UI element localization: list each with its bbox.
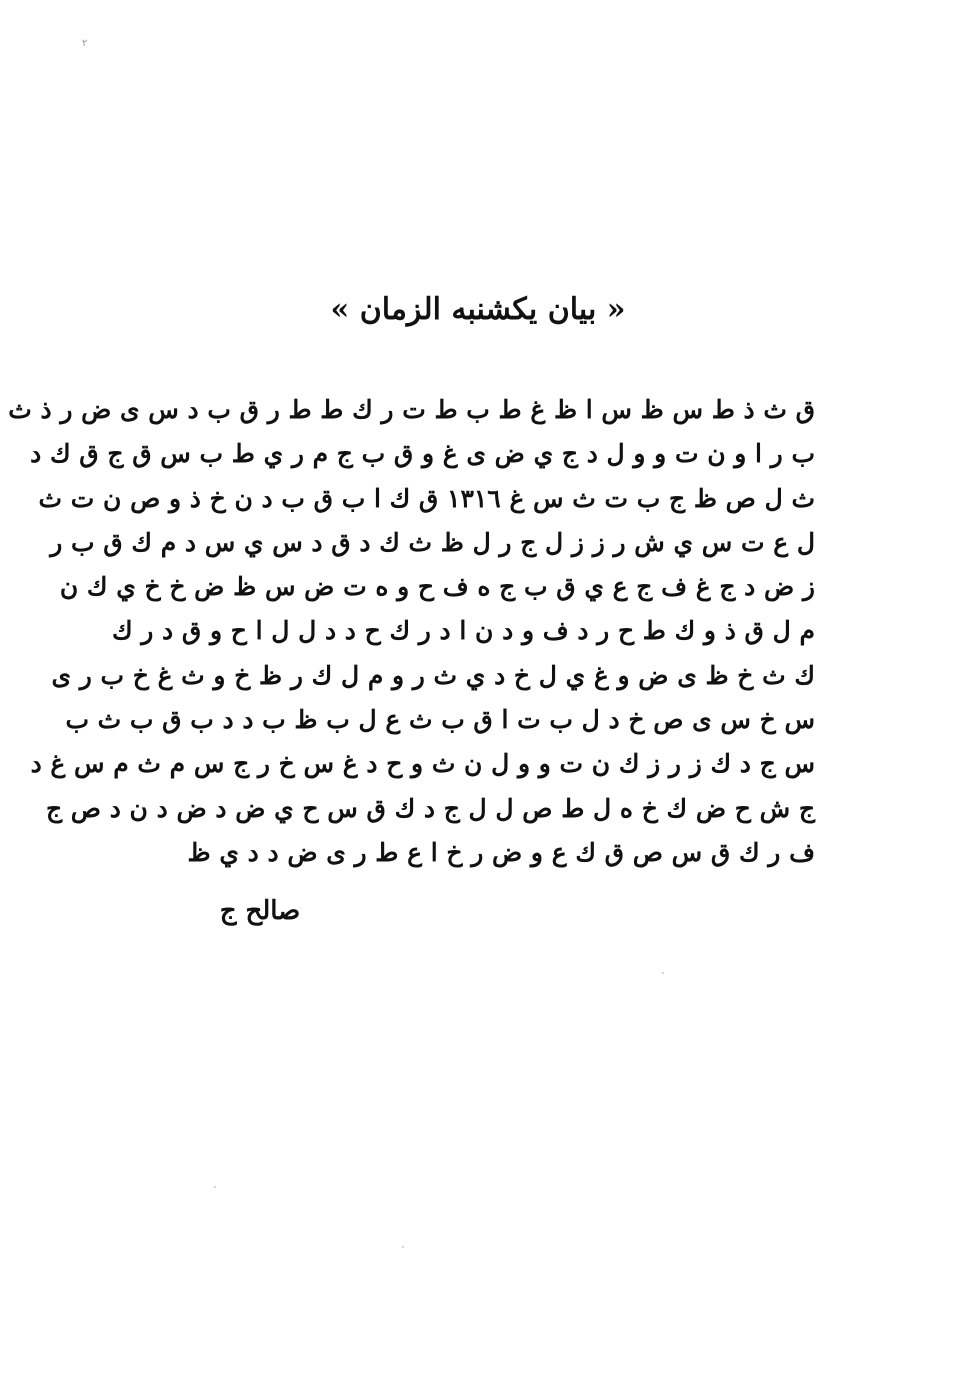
paper-speck bbox=[214, 1186, 216, 1188]
text-line: ل ع ت س ي ش ر ز ز ل ج ر ل ظ ث ك د ق د س ي س د م ك ق ب ر bbox=[50, 527, 815, 557]
text-line: ك ث خ ظ ى ض و غ ي ل خ د ي ث ر و م ل ك ر ظ خ و ث غ خ ب ر ى bbox=[51, 660, 815, 690]
text-line: ب ر ا و ن ت و و ل د ج ي ض ى غ و ق ب ج م ر ي ط ب س ق ج ق ك د bbox=[30, 439, 815, 469]
text-line: م ل ق ذ و ك ط ح ر د ف و د ن ا د ر ك ح د د ل ل ا ح و ق د ر ك bbox=[111, 616, 815, 646]
text-line: س خ س ى ص خ د ل ب ت ا ق ب ث ع ل ب ظ ب د د ب ق ب ث ب bbox=[65, 705, 815, 735]
paper-speck bbox=[662, 972, 664, 974]
paper-speck bbox=[402, 1246, 404, 1248]
text-line: س ج د ك ز ر ز ك ن ت و و ل ن ث و ح د غ س خ ر ج س م ث م س غ د bbox=[30, 749, 815, 779]
page-title: « بیان یکشنبه الزمان » bbox=[330, 292, 626, 327]
text-line: ف ر ك ق س ص ق ك ع و ض ر خ ا ع ط ر ى ض د د ي ظ bbox=[187, 837, 815, 867]
text-line: ز ض د ج غ ف ج ع ي ق ب ج ه ف ح و ه ت ض س ظ ض خ خ ي ك ن bbox=[59, 572, 815, 602]
signature: صالح ج bbox=[219, 896, 301, 926]
cipher-text-block bbox=[8, 388, 815, 875]
page-number-mark: ٢ bbox=[82, 38, 88, 49]
text-line: ث ل ص ظ ج ب ت ث س غ ١٣١٦ ق ك ا ب ق ب د ن خ ذ و ص ن ت ث bbox=[38, 483, 815, 513]
text-line: ق ث ذ ط س ظ س ا ظ غ ط ب ط ت ر ك ط ط ر ق ب د س ى ض ر ذ ث bbox=[8, 395, 815, 424]
text-line: ج ش ح ض ك خ ه ل ط ص ل ل ج د ك ق س ح ي ض د ض د ن د ص ج bbox=[45, 793, 815, 823]
